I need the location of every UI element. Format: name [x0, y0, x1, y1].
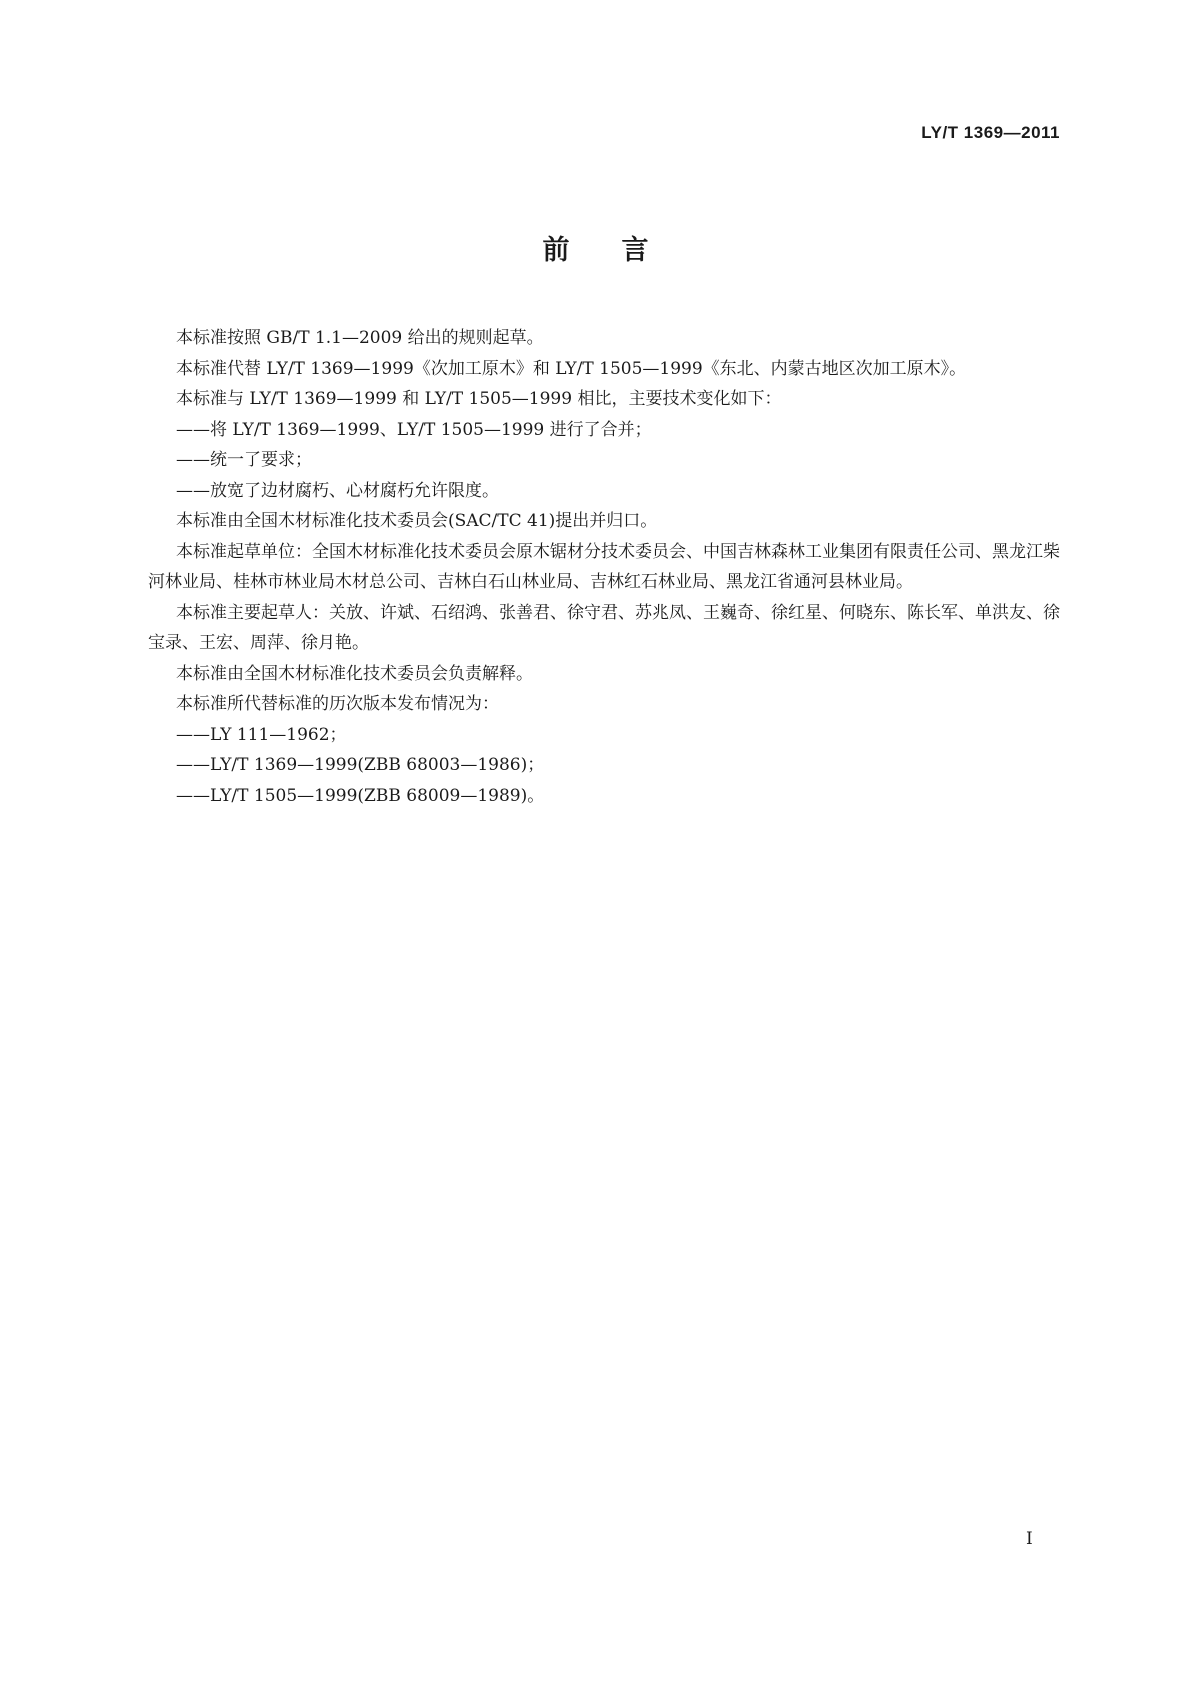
list-item-history-1962: ——LY 111—1962；: [176, 724, 347, 745]
foreword-body: [148, 323, 1060, 811]
paragraph-drafters: 本标准主要起草人：关放、许斌、石绍鸿、张善君、徐守君、苏兆凤、王巍奇、徐红星、何晓东、陈长军、单洪友、徐宝录、王宏、周萍、徐月艳。: [148, 602, 1060, 653]
list-item-history-1505: ——LY/T 1505—1999(ZBB 68009—1989)。: [176, 785, 545, 806]
list-item-change-relax: ——放宽了边材腐朽、心材腐朽允许限度。: [176, 480, 499, 501]
list-item-history-1369: ——LY/T 1369—1999(ZBB 68003—1986)；: [176, 755, 545, 775]
paragraph-interpretation: 本标准由全国木材标准化技术委员会负责解释。: [176, 663, 533, 684]
paragraph-changes-intro: 本标准与 LY/T 1369—1999 和 LY/T 1505—1999 相比，主要技术变化如下：: [176, 389, 782, 409]
paragraph-proposer: 本标准由全国木材标准化技术委员会(SAC/TC 41)提出并归口。: [176, 511, 658, 531]
paragraph-drafting-units: 本标准起草单位：全国木材标准化技术委员会原木锯材分技术委员会、中国吉林森林工业集团有限责任公司、黑龙江柴河林业局、桂林市林业局木材总公司、吉林白石山林业局、吉林红石林业局、黑龙江省通河县林业局。: [148, 541, 1060, 592]
page-number: I: [1026, 1529, 1033, 1549]
list-item-change-merge: ——将 LY/T 1369—1999、LY/T 1505—1999 进行了合并；: [176, 419, 652, 440]
paragraph-history-intro: 本标准所代替标准的历次版本发布情况为：: [176, 694, 499, 714]
paragraph-replaces: 本标准代替 LY/T 1369—1999《次加工原木》和 LY/T 1505—1999《东北、内蒙古地区次加工原木》。: [176, 358, 967, 379]
standard-code: LY/T 1369—2011: [921, 123, 1060, 142]
paragraph-drafting-rules: 本标准按照 GB/T 1.1—2009 给出的规则起草。: [176, 328, 544, 348]
page-title: 前言: [542, 235, 701, 266]
list-item-change-unify: ——统一了要求；: [176, 450, 312, 470]
